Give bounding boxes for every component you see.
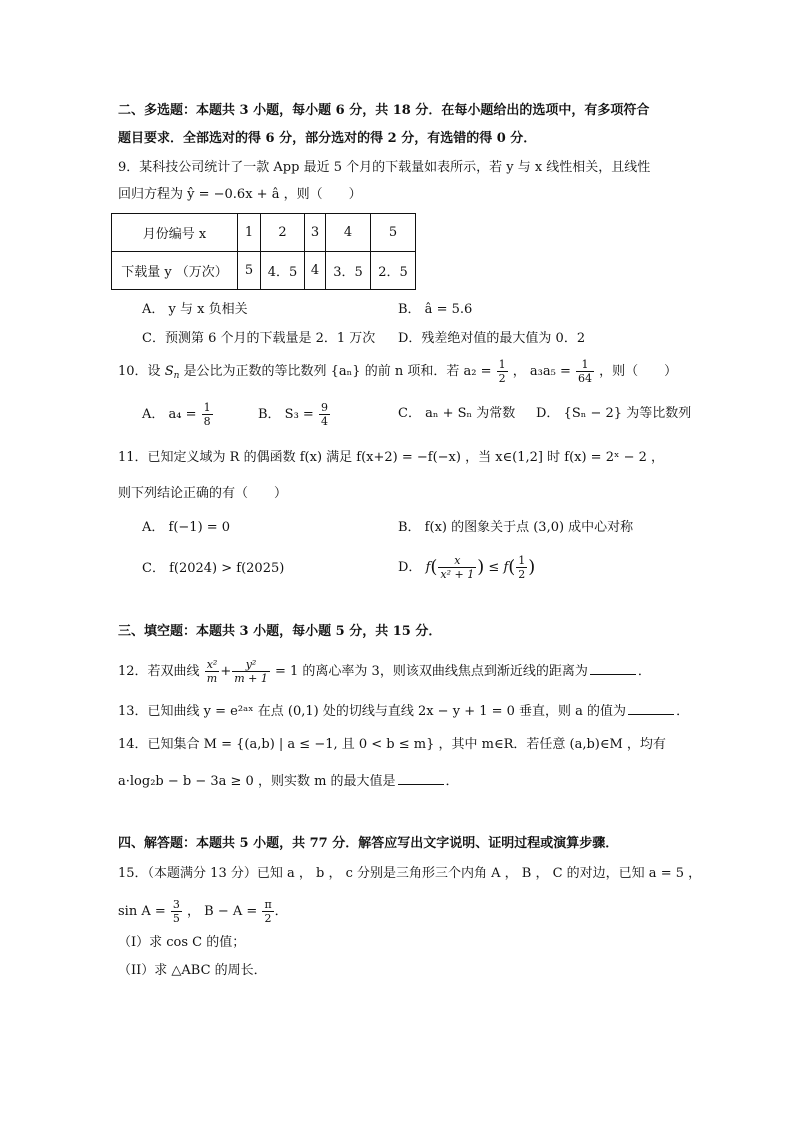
- q10-stem-prefix: 10．设: [118, 364, 165, 379]
- q10-option-a: A． a₄ = $\frac{1}{8}$: [142, 401, 211, 428]
- answer-blank: [398, 772, 444, 785]
- table-header-downloads: 下载量 y （万次）: [112, 252, 238, 290]
- q9-stem-line2: 回归方程为 ŷ = −0.6x + â ，则（ ）: [118, 187, 362, 202]
- q15-part-2: （II）求 △ABC 的周长．: [118, 963, 267, 978]
- q15-part-1: （I）求 cos C 的值；: [118, 935, 246, 950]
- table-header-month: 月份编号 x: [112, 214, 238, 252]
- q9-option-c: C．预测第 6 个月的下载量是 2．1 万次: [142, 331, 376, 346]
- q10-a3a5-fraction: $\frac{1}{64}$: [577, 358, 592, 385]
- table-row: [112, 214, 416, 252]
- table-cell: 5: [238, 252, 261, 290]
- table-cell: 3．5: [326, 252, 371, 290]
- q15-stem-line1: 15．（本题满分 13 分）已知 a ， b ， c 分别是三角形三个内角 A ， B ， C 的对边，已知 a = 5 ，: [118, 866, 702, 881]
- table-cell: 4: [305, 252, 326, 290]
- q10-a2-fraction: $\frac{1}{2}$: [498, 358, 506, 385]
- table-cell: 2．5: [371, 252, 416, 290]
- q10-stem-end: ，则（ ）: [599, 364, 678, 379]
- q13-stem: 13．已知曲线 y = e²ᵃˣ 在点 (0,1) 处的切线与直线 2x − y + 1 = 0 垂直，则 a 的值为 ．: [118, 704, 690, 719]
- q14-stem-line2: a·log₂b − b − 3a ≥ 0 ，则实数 m 的最大值是 ．: [118, 774, 459, 789]
- q9-option-d: D．残差绝对值的最大值为 0．2: [398, 331, 586, 346]
- q10-stem: 10．设 $S_n$ 是公比为正数的等比数列 {aₙ} 的前 n 项和．若 a₂ = $\frac{1}{2}$ ， a₃a₅ = $\frac{1}{64}$ ，则（ ）: [118, 358, 678, 385]
- table-cell: 4: [326, 214, 371, 252]
- q15-stem-line2: sin A = $\frac{3}{5}$ ， B − A = $\frac{\pi}{2}$ ．: [118, 898, 288, 925]
- table-cell: 4．5: [261, 252, 305, 290]
- q11-option-d: D． f( $\frac{x}{\text{x² + 1}}$ ) ≤ f( $\frac{1}{2}$ ): [398, 554, 536, 581]
- q11-stem-line2: 则下列结论正确的有（ ）: [118, 486, 288, 501]
- table-cell: 1: [238, 214, 261, 252]
- q10-stem-middle: 是公比为正数的等比数列 {aₙ} 的前 n 项和．若 a₂ =: [179, 364, 492, 379]
- q9-option-b: B． â = 5.6: [398, 302, 473, 317]
- section-2-heading-line1: 二、多选题：本题共 3 小题，每小题 6 分，共 18 分．在每小题给出的选项中，有多项符合: [118, 103, 650, 118]
- q14-stem-line1: 14．已知集合 M = {(a,b) | a ≤ −1, 且 0 < b ≤ m} ，其中 m∈R．若任意 (a,b)∈M ，均有: [118, 737, 666, 752]
- q10-a3a5-label: ， a₃a₅ =: [512, 364, 571, 379]
- q9-stem-line1: 9．某科技公司统计了一款 App 最近 5 个月的下载量如表所示，若 y 与 x 线性相关，且线性: [118, 160, 651, 175]
- table-cell: 5: [371, 214, 416, 252]
- q10-option-b: B． S₃ = $\frac{9}{4}$: [258, 401, 328, 428]
- q10-option-c: C． aₙ + Sₙ 为常数: [398, 406, 516, 421]
- table-row: [112, 252, 416, 290]
- table-cell: 2: [261, 214, 305, 252]
- q11-stem-line1: 11．已知定义域为 R 的偶函数 f(x) 满足 f(x+2) = −f(−x) ，当 x∈(1,2] 时 f(x) = 2ˣ − 2 ，: [118, 450, 665, 465]
- section-4-heading: 四、解答题：本题共 5 小题，共 77 分．解答应写出文字说明、证明过程或演算步骤．: [118, 836, 619, 851]
- answer-blank: [590, 662, 636, 675]
- answer-blank: [628, 702, 674, 715]
- q11-option-a: A． f(−1) = 0: [142, 520, 231, 535]
- section-2-heading-line2: 题目要求．全部选对的得 6 分，部分选对的得 2 分，有选错的得 0 分．: [118, 131, 537, 146]
- q10-option-d: D． {Sₙ − 2} 为等比数列: [536, 406, 692, 421]
- q9-option-a: A． y 与 x 负相关: [142, 302, 248, 317]
- section-3-heading: 三、填空题：本题共 3 小题，每小题 5 分，共 15 分．: [118, 624, 442, 639]
- q11-option-c: C． f(2024) > f(2025): [142, 561, 285, 576]
- q12-stem: 12．若双曲线 $\frac{\text{x²}}{m}$ + $\frac{\text{y²}}{m + 1}$ = 1 的离心率为 3，则该双曲线焦点到渐近线的距离为 ．: [118, 658, 651, 685]
- table-cell: 3: [305, 214, 326, 252]
- q9-data-table: [111, 213, 416, 290]
- q11-option-b: B． f(x) 的图象关于点 (3,0) 成中心对称: [398, 520, 634, 535]
